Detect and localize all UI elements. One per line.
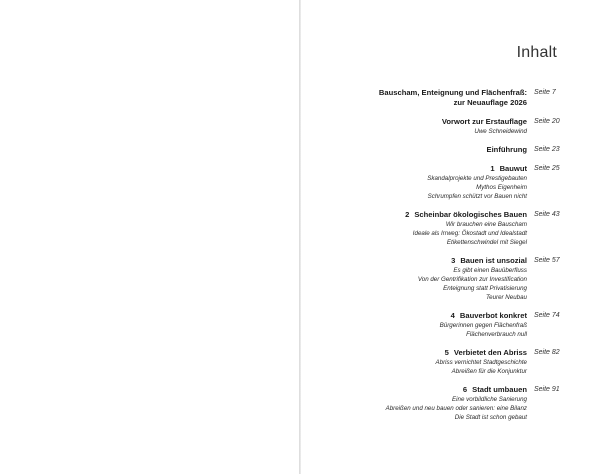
- toc-subentries: [301, 395, 527, 422]
- toc-heading-text: Scheinbar ökologisches Bauen: [414, 210, 527, 219]
- toc-heading-block: [301, 88, 527, 108]
- toc-subentry: Eine vorbildliche Sanierung: [452, 396, 527, 403]
- toc-subentry: Es gibt einen Bauüberfluss: [453, 267, 527, 274]
- toc-heading-text: Einführung: [486, 145, 527, 154]
- toc-heading-block: [301, 145, 527, 155]
- toc-page-ref: Seite 20: [534, 118, 560, 125]
- toc-subentry: Abreißen und neu bauen oder sanieren: eine Bilanz: [385, 405, 527, 412]
- toc-heading-text: Bauwut: [499, 164, 527, 173]
- toc-page-ref: Seite 74: [534, 312, 560, 319]
- toc-heading-text: Verbietet den Abriss: [453, 348, 527, 357]
- chapter-number: 6: [462, 385, 468, 394]
- toc-page-ref: Seite 23: [534, 146, 560, 153]
- toc-subentry: Bürgerinnen gegen Flächenfraß: [439, 322, 527, 329]
- toc-page-ref: Seite 7: [534, 89, 556, 96]
- toc-subentry: Wir brauchen eine Bauscham: [445, 221, 527, 228]
- toc-heading-text: Vorwort zur Erstauflage: [441, 117, 527, 126]
- chapter-number: 1: [490, 164, 495, 173]
- toc-heading-block: [301, 164, 527, 174]
- toc-entry[interactable]: [301, 117, 600, 136]
- toc-subentry: Abreißen für die Konjunktur: [451, 368, 527, 375]
- toc-subentry: Schrumpfen schützt vor Bauen nicht: [427, 193, 527, 200]
- toc-heading-text: Stadt umbauen: [472, 385, 527, 394]
- chapter-number: 5: [444, 348, 449, 357]
- left-page-blank: [0, 0, 299, 474]
- toc-heading-text: Bauverbot konkret: [459, 311, 527, 320]
- toc-title: Inhalt: [516, 44, 557, 61]
- toc-heading-text: Bauscham, Enteignung und Flächenfraß:: [378, 88, 527, 97]
- toc-subentries: [301, 127, 527, 136]
- toc-entry-body: [301, 348, 527, 376]
- toc-entry-body: [301, 385, 527, 422]
- toc-page-ref: Seite 25: [534, 165, 560, 172]
- toc-heading: [301, 348, 527, 358]
- toc-heading: [301, 256, 527, 266]
- toc-heading-block: [301, 348, 527, 358]
- toc-subentry: Flächenverbrauch null: [466, 331, 527, 338]
- toc-subentries: [301, 358, 527, 376]
- chapter-number: 2: [405, 210, 410, 219]
- chapter-number: 4: [450, 311, 455, 320]
- toc-page-ref: Seite 57: [534, 257, 560, 264]
- toc-heading-text: zur Neuauflage 2026: [453, 98, 527, 107]
- toc-heading-block: [301, 117, 527, 127]
- toc-subentry: Skandalprojekte und Prestigebauten: [427, 175, 527, 182]
- toc-heading-block: [301, 210, 527, 220]
- toc-subentry: Uwe Schneidewind: [474, 128, 527, 135]
- toc-subentry: Ideale als Irrweg: Ökostadt und Idealstadt: [412, 230, 527, 237]
- toc-heading: [301, 117, 527, 127]
- toc-entry-body: [301, 145, 527, 155]
- toc-entry-body: [301, 210, 527, 247]
- toc-heading: [301, 385, 527, 395]
- toc-list: [301, 88, 600, 431]
- toc-subentries: [301, 174, 527, 201]
- toc-heading: [301, 98, 527, 108]
- toc-heading-text: Bauen ist unsozial: [460, 256, 527, 265]
- toc-entry-body: [301, 88, 527, 108]
- toc-entry-body: [301, 256, 527, 302]
- toc-entry-body: [301, 117, 527, 136]
- toc-page-ref: Seite 43: [534, 211, 560, 218]
- toc-subentries: [301, 266, 527, 302]
- toc-entry[interactable]: [301, 210, 600, 247]
- toc-entry[interactable]: [301, 256, 600, 302]
- toc-subentries: [301, 220, 527, 247]
- toc-entry[interactable]: [301, 145, 600, 155]
- toc-heading-block: [301, 311, 527, 321]
- toc-heading: [301, 311, 527, 321]
- toc-entry[interactable]: [301, 164, 600, 201]
- toc-subentry: Mythos Eigenheim: [476, 184, 527, 191]
- toc-heading: [301, 164, 527, 174]
- toc-heading-block: [301, 256, 527, 266]
- toc-subentry: Teurer Neubau: [485, 294, 527, 301]
- toc-entry-body: [301, 311, 527, 339]
- toc-heading: [301, 145, 527, 155]
- toc-heading: [301, 88, 527, 98]
- toc-subentry: Von der Gentrifikation zur Investification: [417, 276, 527, 283]
- toc-entry[interactable]: [301, 88, 600, 108]
- toc-entry[interactable]: [301, 348, 600, 376]
- toc-heading-block: [301, 385, 527, 395]
- toc-heading: [301, 210, 527, 220]
- toc-subentry: Enteignung statt Privatisierung: [443, 285, 527, 292]
- toc-page-ref: Seite 82: [534, 349, 560, 356]
- toc-entry[interactable]: [301, 385, 600, 422]
- toc-entry[interactable]: [301, 311, 600, 339]
- toc-entry-body: [301, 164, 527, 201]
- chapter-number: 3: [451, 256, 456, 265]
- toc-subentries: [301, 321, 527, 339]
- toc-subentry: Die Stadt ist schon gebaut: [454, 414, 527, 421]
- toc-subentry: Etikettenschwindel mit Siegel: [446, 239, 527, 246]
- toc-page-ref: Seite 91: [534, 386, 560, 393]
- toc-subentry: Abriss vernichtet Stadtgeschichte: [435, 359, 527, 366]
